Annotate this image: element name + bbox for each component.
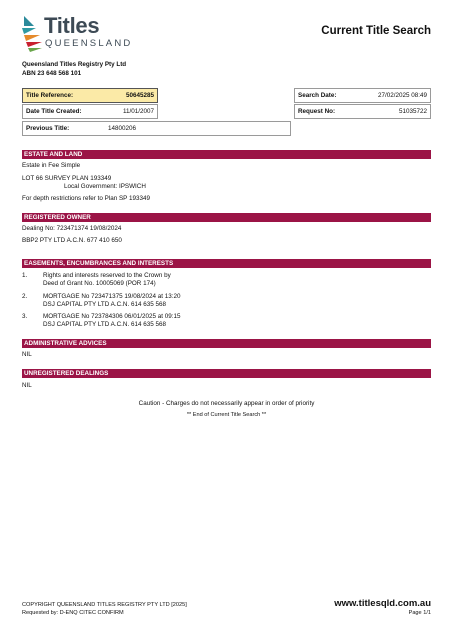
request-no-label: Request No: — [298, 108, 336, 115]
owner-heading: REGISTERED OWNER — [22, 213, 431, 222]
previous-title-box — [22, 121, 291, 136]
request-no-value: 51035722 — [398, 108, 427, 115]
footer-left — [22, 601, 187, 617]
footer-url-link[interactable]: www.titlesqld.com.au — [334, 598, 431, 609]
page-title: Current Title Search — [321, 25, 431, 37]
search-date-box — [294, 88, 431, 103]
unregistered-value: NIL — [22, 382, 32, 389]
lot-line: LOT 66 SURVEY PLAN 193349 — [22, 175, 112, 182]
end-note: ** End of Current Title Search ** — [186, 412, 267, 418]
logo-mark-icon — [22, 16, 44, 52]
easement-item — [43, 272, 171, 288]
easement-item — [43, 313, 180, 329]
date-created-value: 11/01/2007 — [122, 108, 154, 115]
logo-subtitle: QUEENSLAND — [45, 38, 133, 49]
logo-name: Titles — [44, 13, 100, 38]
easement-line: Deed of Grant No. 10005069 (POR 174) — [43, 280, 156, 287]
requested-by: Requested by: D-ENQ CITEC CONFIRM — [22, 610, 124, 616]
titles-queensland-logo — [22, 13, 133, 54]
easement-line: MORTGAGE No 723471375 19/08/2024 at 13:20 — [43, 293, 181, 300]
previous-title-label: Previous Title: — [26, 125, 70, 132]
easement-item — [43, 293, 180, 309]
unregistered-heading: UNREGISTERED DEALINGS — [22, 369, 431, 378]
search-date-value: 27/02/2025 08:49 — [377, 92, 427, 99]
copyright: COPYRIGHT QUEENSLAND TITLES REGISTRY PTY LTD [2025] — [22, 602, 187, 608]
title-reference-label: Title Reference: — [26, 92, 74, 99]
company-block — [22, 60, 126, 78]
local-government: Local Government: IPSWICH — [64, 183, 146, 190]
company-abn: ABN 23 648 568 101 — [22, 70, 82, 77]
easements-heading: EASEMENTS, ENCUMBRANCES AND INTERESTS — [22, 259, 431, 268]
caution-note: Caution - Charges do not necessarily appear in order of priority — [138, 400, 315, 407]
title-reference-value: 50645285 — [125, 92, 154, 99]
advices-heading: ADMINISTRATIVE ADVICES — [22, 339, 431, 348]
owner-dealing: Dealing No: 723471374 19/08/2024 — [22, 225, 122, 232]
easement-line: MORTGAGE No 723784306 06/01/2025 at 09:15 — [43, 313, 181, 320]
easement-number: 2. — [22, 293, 28, 300]
request-no-box — [294, 104, 431, 119]
previous-title-value: 14800206 — [108, 125, 137, 132]
advices-value: NIL — [22, 351, 32, 358]
easement-line: DSJ CAPITAL PTY LTD A.C.N. 614 635 568 — [43, 321, 166, 328]
easement-line: Rights and interests reserved to the Crown by — [43, 272, 171, 279]
owner-name: BBP2 PTY LTD A.C.N. 677 410 650 — [22, 237, 122, 244]
date-created-label: Date Title Created: — [26, 108, 82, 115]
company-name: Queensland Titles Registry Pty Ltd — [22, 61, 127, 68]
estate-type: Estate in Fee Simple — [22, 162, 81, 169]
date-created-box — [22, 104, 158, 119]
page-number: Page 1/1 — [408, 610, 431, 616]
easement-line: DSJ CAPITAL PTY LTD A.C.N. 614 635 568 — [43, 301, 166, 308]
title-reference-box — [22, 88, 158, 103]
easement-number: 3. — [22, 313, 28, 320]
estate-heading: ESTATE AND LAND — [22, 150, 431, 159]
depth-note: For depth restrictions refer to Plan SP 193349 — [22, 195, 150, 202]
easement-number: 1. — [22, 272, 28, 279]
search-date-label: Search Date: — [298, 92, 337, 99]
